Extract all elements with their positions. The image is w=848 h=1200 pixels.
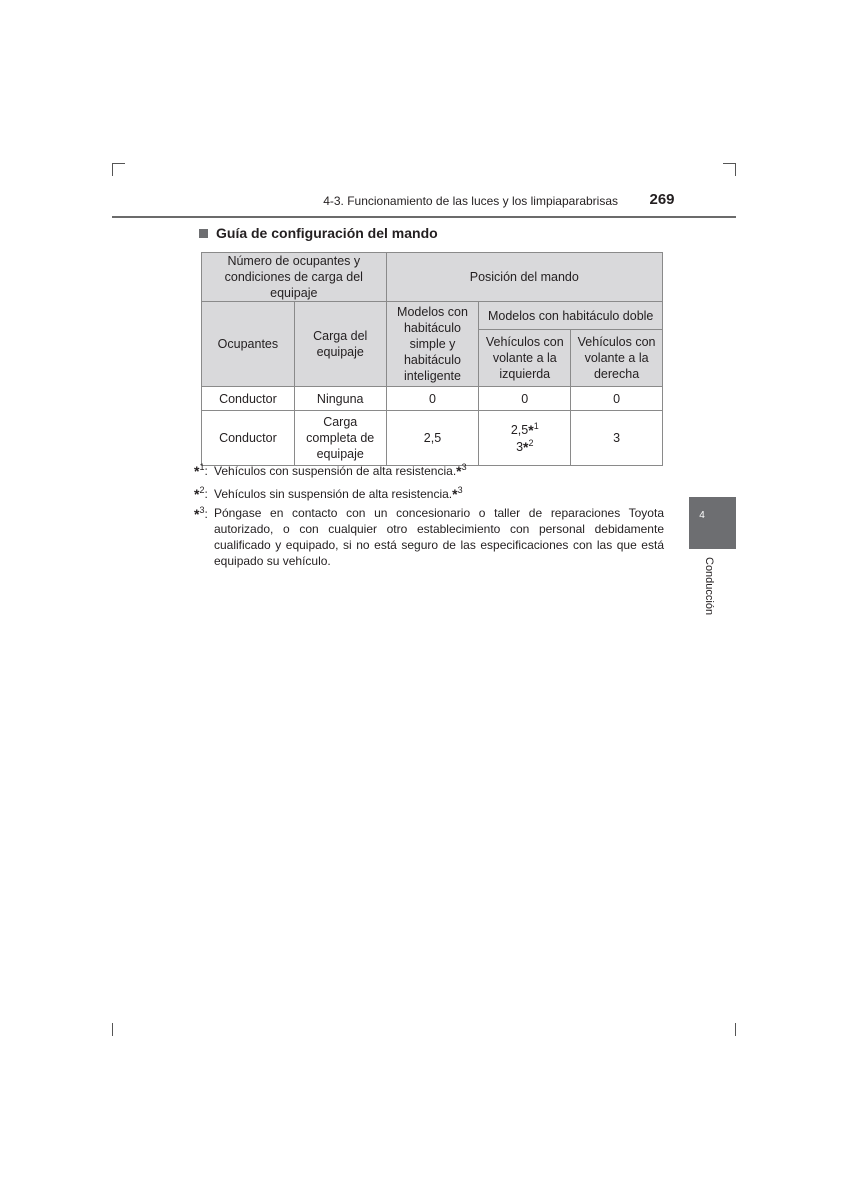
running-header-title: 4-3. Funcionamiento de las luces y los limpiaparabrisas <box>323 194 618 208</box>
footnote-text: Vehículos con suspensión de alta resistencia. <box>214 464 457 478</box>
lhd-value-1: 2,5*$^1$ <box>510 420 539 438</box>
footnote-ref: 3 <box>457 485 463 495</box>
crop-mark-top-right <box>723 163 736 164</box>
footnote-ref: 1 <box>533 420 539 431</box>
section-heading <box>199 225 438 241</box>
chapter-label: Conducción <box>703 557 715 616</box>
footnote-2 <box>194 485 664 502</box>
crop-mark-top-left <box>112 163 113 176</box>
chapter-tab <box>689 497 736 549</box>
footnote-text: Póngase en contacto con un concesionario o taller de reparaciones Toyota autorizado, o con cualquier otro establecimiento con personal debidamente cualificado y equipado, si no está seguro de las especificaciones con las que está equipado su vehículo. <box>214 506 664 568</box>
cell-load: Carga completa de equipaje <box>294 411 386 466</box>
header-luggage-load: Carga del equipaje <box>294 302 386 387</box>
table-row <box>202 411 663 466</box>
cell-single: 2,5 <box>386 411 479 466</box>
header-occupants: Ocupantes <box>202 302 295 387</box>
section-title: Guía de configuración del mando <box>216 225 438 241</box>
crop-mark-top-right <box>735 163 736 176</box>
footnote-marker: *$^1$: <box>194 462 208 479</box>
asterisk-icon: * <box>456 463 462 479</box>
crop-mark-bottom-left <box>112 1023 113 1036</box>
page-number: 269 <box>649 191 675 208</box>
cell-single: 0 <box>386 387 479 411</box>
asterisk-icon: * <box>452 486 458 502</box>
crop-mark-bottom-right <box>735 1023 736 1036</box>
footnote-ref: 2 <box>528 437 534 448</box>
cell-load: Ninguna <box>294 387 386 411</box>
header-single-cab: Modelos con habitáculo simple y habitáculo inteligente <box>386 302 479 387</box>
header-occupants-conditions: Número de ocupantes y condiciones de carga del equipaje <box>202 253 387 302</box>
cell-lhd: 0 <box>479 387 571 411</box>
square-bullet-icon <box>199 229 208 238</box>
footnote-3 <box>194 505 664 569</box>
table-row <box>202 387 663 411</box>
cell-rhd: 0 <box>571 387 663 411</box>
cell-rhd: 3 <box>571 411 663 466</box>
footnote-ref: 3 <box>461 462 467 472</box>
header-double-cab: Modelos con habitáculo doble <box>479 302 663 330</box>
cell-lhd <box>479 411 571 466</box>
chapter-number: 4 <box>699 510 705 521</box>
asterisk-icon: * <box>528 422 534 438</box>
cell-occupants: Conductor <box>202 411 295 466</box>
dial-settings-table <box>201 252 663 466</box>
footnote-marker: *$^3$: <box>194 505 208 522</box>
header-lhd: Vehículos con volante a la izquierda <box>479 330 571 387</box>
crop-mark-top-left <box>112 163 125 164</box>
asterisk-icon: * <box>523 439 529 455</box>
header-rule <box>112 216 736 218</box>
lhd-value-2: 3*$^2$ <box>516 437 534 455</box>
header-rhd: Vehículos con volante a la derecha <box>571 330 663 387</box>
header-dial-position: Posición del mando <box>386 253 662 302</box>
cell-occupants: Conductor <box>202 387 295 411</box>
footnote-marker: *$^2$: <box>194 485 208 502</box>
footnote-1 <box>194 462 664 479</box>
footnote-text: Vehículos sin suspensión de alta resistencia. <box>214 487 453 501</box>
